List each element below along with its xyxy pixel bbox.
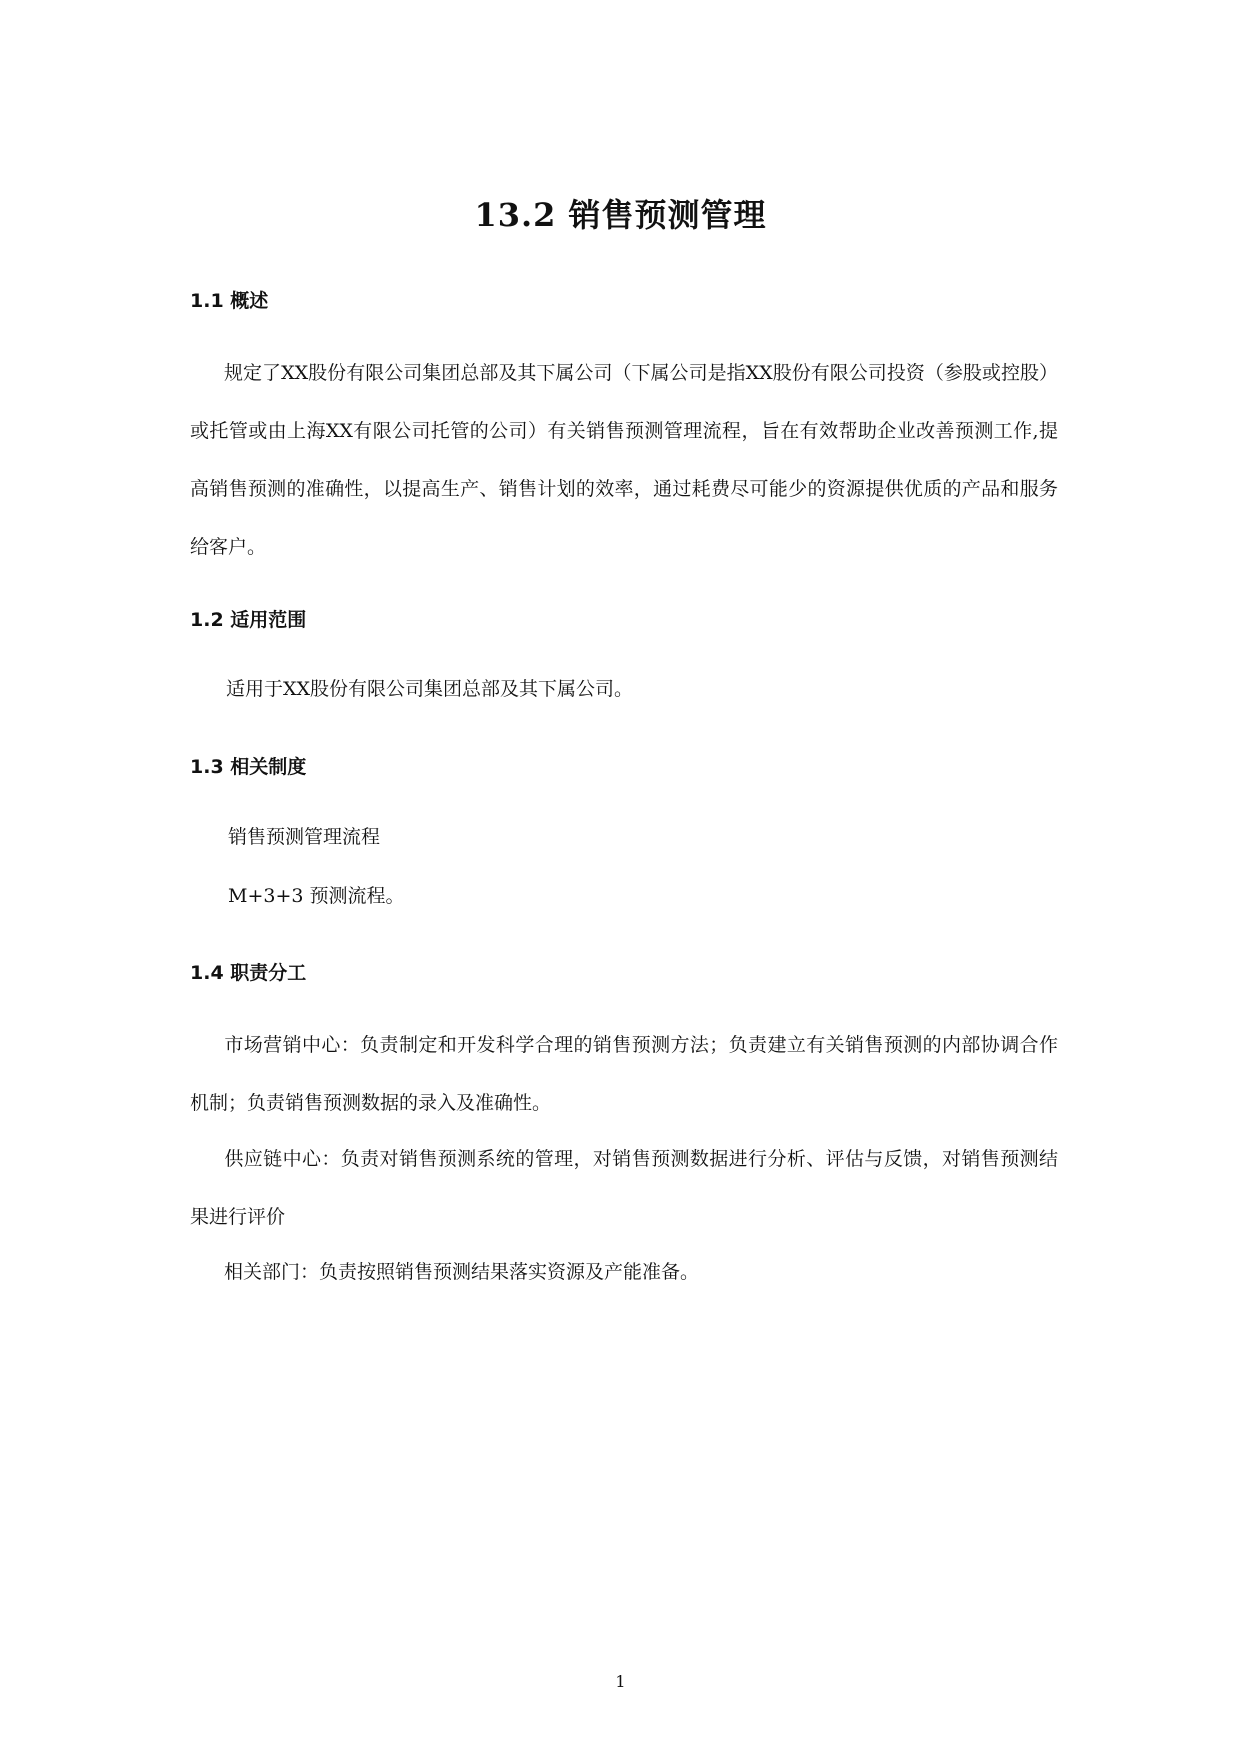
- related-rule-item: M+3+3 预测流程。: [228, 885, 405, 907]
- section-heading-overview: 1.1 概述: [190, 290, 269, 312]
- related-rule-item: 销售预测管理流程: [228, 826, 381, 848]
- responsibility-text: 供应链中心：负责对销售预测系统的管理，对销售预测数据进行分析、评估与反馈，对销售预测结果进行评价: [190, 1148, 1058, 1228]
- section-heading-scope: 1.2 适用范围: [190, 609, 307, 631]
- page-number: 1: [615, 1672, 626, 1691]
- section-overview-paragraph: [190, 344, 1058, 576]
- responsibility-paragraph-supply-chain: [190, 1130, 1058, 1246]
- document-title: 13.2 销售预测管理: [474, 196, 767, 234]
- responsibility-paragraph-related-departments: [190, 1243, 1058, 1301]
- responsibility-paragraph-marketing: [190, 1016, 1058, 1132]
- responsibility-text: 相关部门：负责按照销售预测结果落实资源及产能准备。: [224, 1261, 700, 1283]
- section-heading-responsibilities: 1.4 职责分工: [190, 962, 307, 984]
- scope-text: 适用于XX股份有限公司集团总部及其下属公司。: [226, 678, 634, 700]
- responsibility-text: 市场营销中心：负责制定和开发科学合理的销售预测方法；负责建立有关销售预测的内部协调合作机制；负责销售预测数据的录入及准确性。: [190, 1034, 1058, 1114]
- overview-text: 规定了XX股份有限公司集团总部及其下属公司（下属公司是指XX股份有限公司投资（参股或控股）或托管或由上海XX有限公司托管的公司）有关销售预测管理流程，旨在有效帮助企业改善预测工作,提高销售预测的准确性，以提高生产、销售计划的效率，通过耗费尽可能少的资源提供优质的产品和服务给客户。: [190, 362, 1058, 558]
- section-heading-related-rules: 1.3 相关制度: [190, 756, 307, 778]
